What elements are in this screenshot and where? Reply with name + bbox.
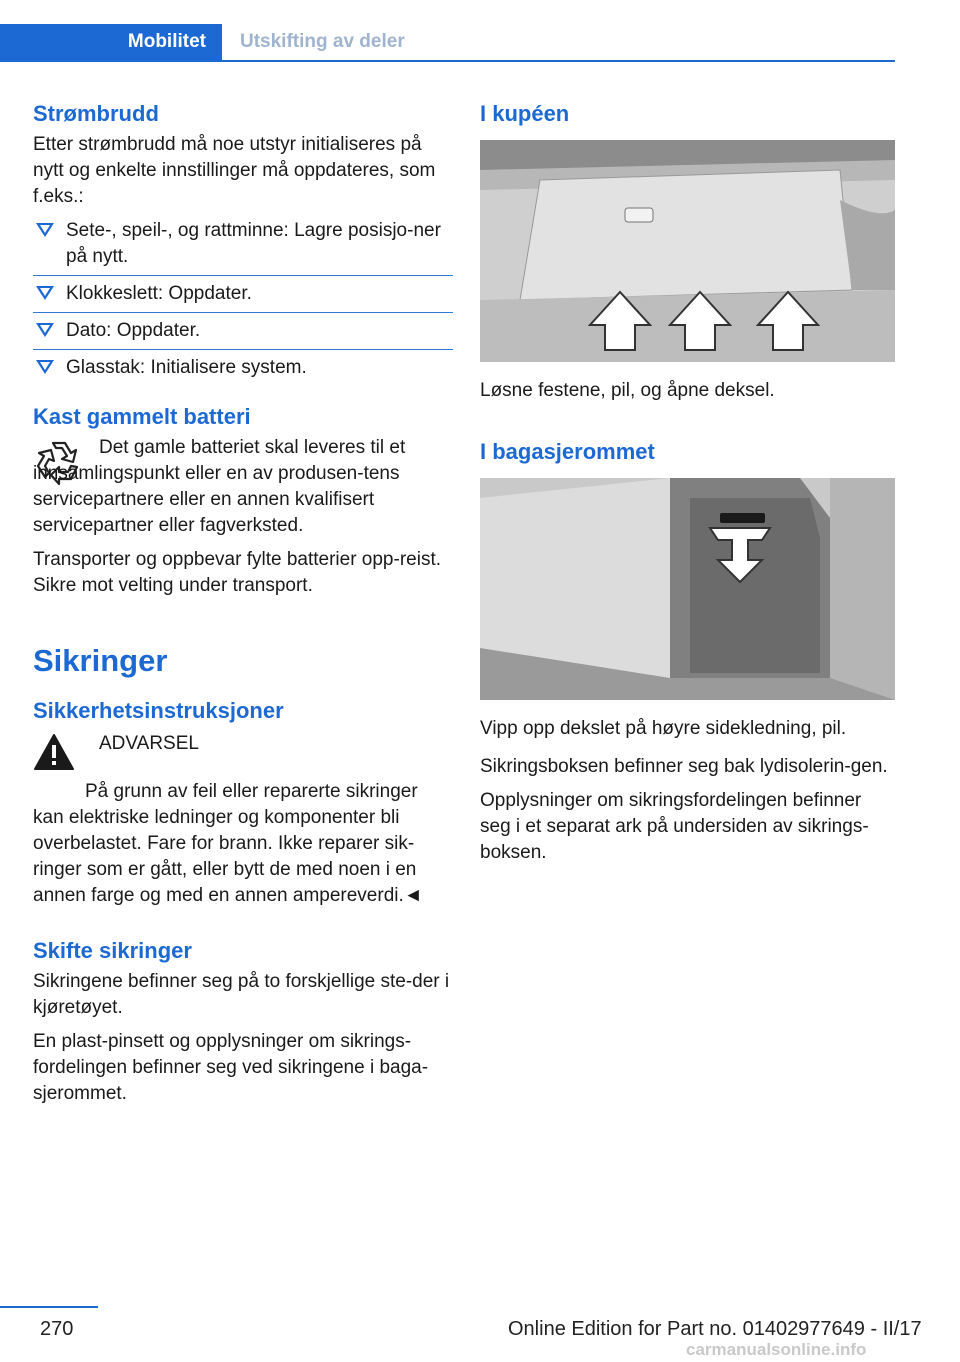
paragraph-sikringsboks-1: Sikringsboksen befinner seg bak lydisolerin-gen. [480, 756, 888, 777]
watermark: carmanualsonline.info [686, 1340, 867, 1359]
tab-utskifting-av-deler[interactable]: Utskifting av deler [240, 31, 405, 52]
footer-divider [0, 1306, 98, 1308]
caption-i-kupeen: Løsne festene, pil, og åpne deksel. [480, 380, 775, 401]
paragraph-transport: Transporter og oppbevar fylte batterier opp-reist. Sikre mot velting under transport. [33, 549, 441, 596]
triangle-bullet-icon [36, 323, 54, 337]
trunk-photo [480, 478, 895, 700]
paragraph-kast-batteri: Det gamle batteriet skal leveres til et innsamlingspunkt eller en av produsen-tens servicepartnere eller en annen kvalifisert servicepartner eller fagverksted. [33, 437, 406, 536]
section-title-i-kupeen: I kupéen [480, 101, 570, 126]
paragraph-skifte-2: En plast-pinsett og opplysninger om sikrings-fordelingen befinner seg ved sikringene i baga-sjerommet. [33, 1031, 429, 1104]
section-title-skifte-sikringer: Skifte sikringer [33, 938, 192, 963]
paragraph-stroembrudd: Etter strømbrudd må noe utstyr initialiseres på nytt og enkelte innstillinger må oppdateres, som f.eks.: [33, 134, 436, 207]
bullet-list [33, 218, 453, 381]
warning-text: På grunn av feil eller reparerte sikringer kan elektriske ledninger og komponenter bli overbelastet. Fare for brann. Ikke reparer sik-ringer som er gått, eller bytt de med noen i en annen farge og med en annen ampereverdi.◄ [33, 781, 423, 906]
section-title-stroembrudd: Strømbrudd [33, 101, 159, 126]
list-divider [33, 349, 453, 350]
header-divider [0, 60, 895, 62]
list-divider [33, 275, 453, 276]
glovebox-photo [480, 140, 895, 362]
list-item: Dato: Oppdater. [33, 318, 453, 344]
left-column [33, 100, 453, 1115]
caption-i-bagasjerommet: Vipp opp dekslet på høyre sidekledning, pil. [480, 718, 847, 739]
paragraph-sikringsboks-2: Opplysninger om sikringsfordelingen befinner seg i et separat ark på undersiden av sikrings-boksen. [480, 790, 869, 863]
right-column [480, 100, 895, 874]
triangle-bullet-icon [36, 360, 54, 374]
page-header [0, 0, 895, 62]
section-title-i-bagasjerommet: I bagasjerommet [480, 439, 655, 464]
chapter-title-sikringer: Sikringer [33, 643, 168, 678]
list-item: Glasstak: Initialisere system. [33, 355, 453, 381]
warning-label: ADVARSEL [99, 733, 199, 754]
list-item: Sete-, speil-, og rattminne: Lagre posisjo-ner på nytt. [33, 218, 453, 270]
list-divider [33, 312, 453, 313]
triangle-bullet-icon [36, 223, 54, 237]
warning-icon [33, 733, 75, 771]
list-item: Klokkeslett: Oppdater. [33, 281, 453, 307]
section-title-kast-batteri: Kast gammelt batteri [33, 404, 251, 429]
section-title-sikkerhetsinstruksjoner: Sikkerhetsinstruksjoner [33, 698, 284, 723]
warning-block [33, 731, 453, 779]
recycle-block [33, 435, 453, 547]
page-number: 270 [40, 1318, 74, 1340]
triangle-bullet-icon [36, 286, 54, 300]
edition-text: Online Edition for Part no. 01402977649 - II/17 [508, 1318, 922, 1340]
paragraph-skifte-1: Sikringene befinner seg på to forskjellige ste-der i kjøretøyet. [33, 971, 450, 1018]
tab-mobilitet[interactable]: Mobilitet [0, 24, 222, 60]
